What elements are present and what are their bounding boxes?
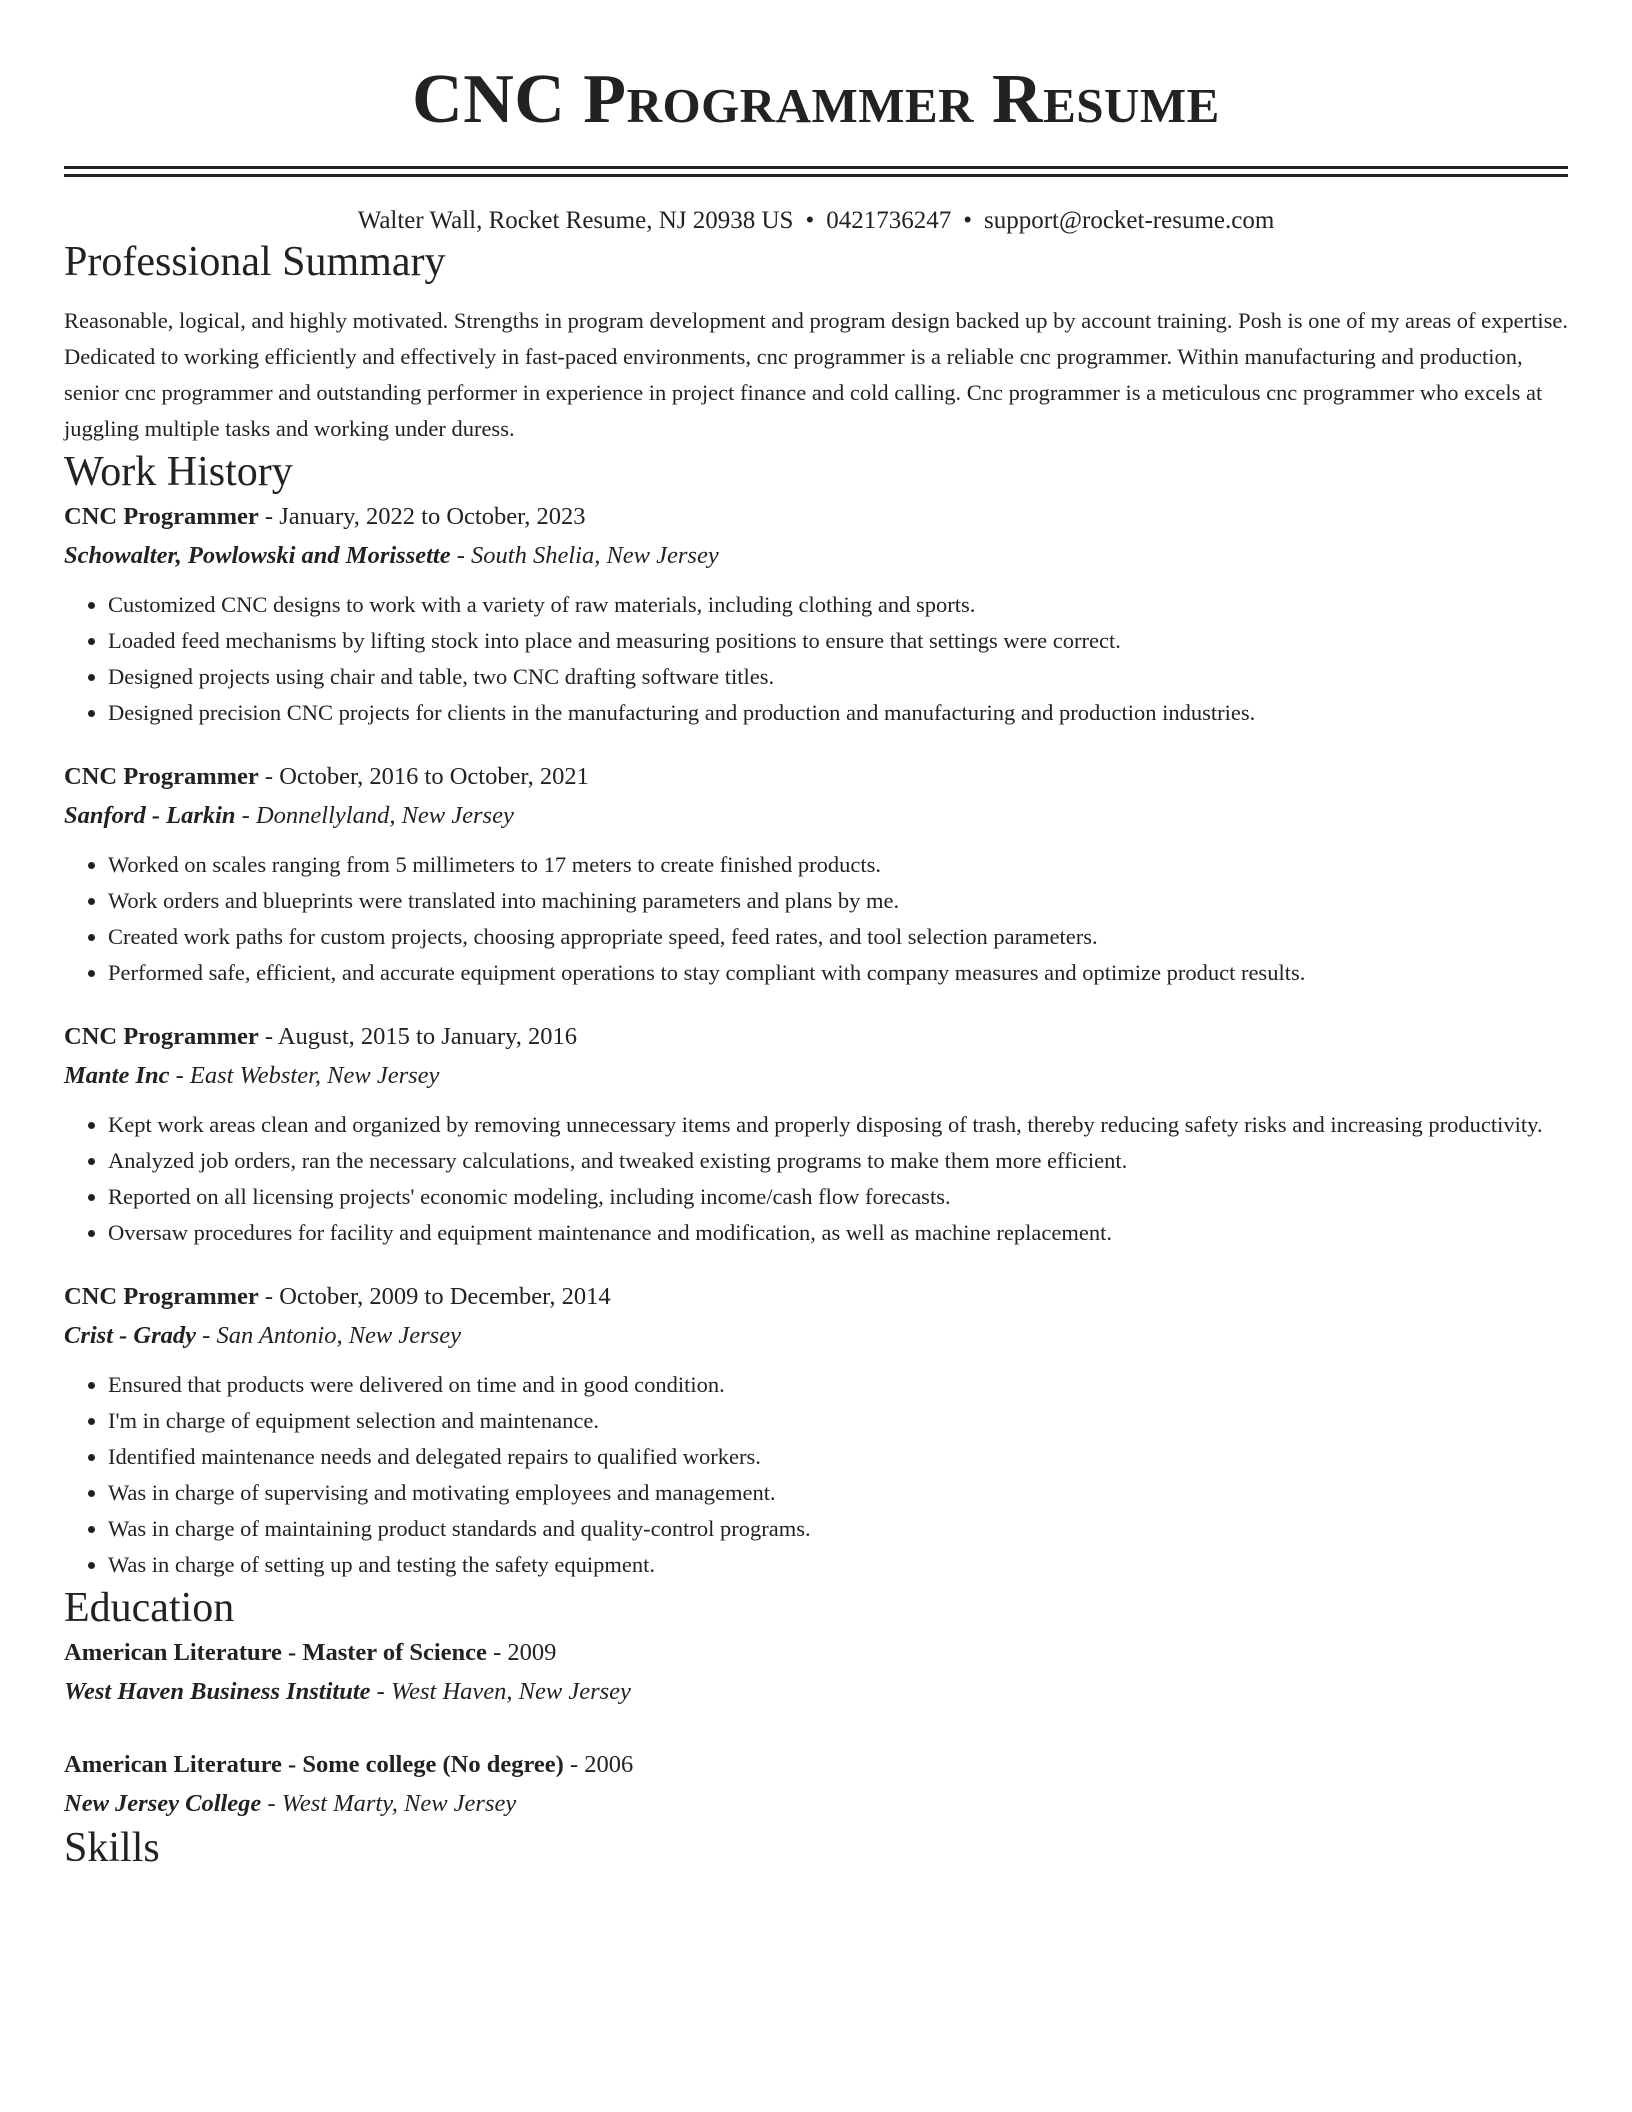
title-divider [64,166,1568,169]
job-title: CNC Programmer [64,763,259,790]
job-header [64,1017,1568,1057]
job-dates: - October, 2009 to December, 2014 [258,1283,611,1310]
job-location: - San Antonio, New Jersey [196,1322,461,1349]
job-title: CNC Programmer [64,503,259,530]
job-company-line [64,797,1568,835]
duty-item: • Was in charge of supervising and motivating employees and management. [108,1475,1568,1511]
duty-item: • Reported on all licensing projects' economic modeling, including income/cash flow forecasts. [108,1179,1568,1215]
duty-item: • Was in charge of setting up and testing the safety equipment. [108,1547,1568,1583]
education-school: New Jersey College [64,1790,262,1817]
duty-item: • Designed precision CNC projects for clients in the manufacturing and production and manufacturing and production industries. [108,695,1568,731]
duty-item: • Loaded feed mechanisms by lifting stock into place and measuring positions to ensure that settings were correct. [108,623,1568,659]
education-year: - 2006 [563,1751,634,1778]
duty-item: • Ensured that products were delivered on time and in good condition. [108,1367,1568,1403]
duty-item: • Performed safe, efficient, and accurate equipment operations to stay compliant with company measures and optimize product results. [108,955,1568,991]
job-entry [64,1277,1568,1583]
job-title: CNC Programmer [64,1023,259,1050]
education-header [64,1633,1568,1673]
duty-item: • Oversaw procedures for facility and equipment maintenance and modification, as well as machine replacement. [108,1215,1568,1251]
job-company-line [64,537,1568,575]
job-company: Schowalter, Powlowski and Morissette [64,542,451,569]
job-location: - South Shelia, New Jersey [450,542,719,569]
duty-item: • Customized CNC designs to work with a variety of raw materials, including clothing and sports. [108,587,1568,623]
summary-heading: Professional Summary [64,239,446,285]
job-duties [64,1367,1568,1583]
job-duties [64,587,1568,731]
education-degree: American Literature - Master of Science [64,1639,487,1666]
resume-page [64,0,1568,1873]
contact-email: support@rocket-resume.com [983,207,1275,234]
education-year: - 2009 [486,1639,557,1666]
contact-address: Walter Wall, Rocket Resume, NJ 20938 US [357,207,794,234]
job-duties [64,1107,1568,1251]
job-header [64,497,1568,537]
job-company-line [64,1057,1568,1095]
duty-item: • Work orders and blueprints were translated into machining parameters and plans by me. [108,883,1568,919]
duty-item: • Worked on scales ranging from 5 millimeters to 17 meters to create finished products. [108,847,1568,883]
education-heading: Education [64,1585,235,1631]
work-history-heading: Work History [64,449,293,495]
job-entry [64,1017,1568,1251]
job-dates: - October, 2016 to October, 2021 [258,763,589,790]
job-company: Crist - Grady [64,1322,197,1349]
education-location: - West Haven, New Jersey [370,1678,631,1705]
duty-item: • Designed projects using chair and table, two CNC drafting software titles. [108,659,1568,695]
skills-heading: Skills [64,1825,160,1871]
job-entry [64,497,1568,731]
duty-item: • I'm in charge of equipment selection and maintenance. [108,1403,1568,1439]
education-entry [64,1745,1568,1823]
job-company-line [64,1317,1568,1355]
education-school-line [64,1673,1568,1711]
job-location: - Donnellyland, New Jersey [235,802,514,829]
page-title: CNC Programmer Resume [412,61,1220,138]
duty-item: • Created work paths for custom projects, choosing appropriate speed, feed rates, and tool selection parameters. [108,919,1568,955]
summary-text: Reasonable, logical, and highly motivated. Strengths in program development and program design backed up by account training. Posh is one of my areas of expertise. Dedicated to working efficiently and effectively in fast-paced environments, cnc programmer is a reliable cnc programmer. Within manufacturing and production, senior cnc programmer and outstanding performer in experience in project finance and cold calling. Cnc programmer is a meticulous cnc programmer who excels at juggling multiple tasks and working under duress. [64,308,1568,441]
job-company: Mante Inc [64,1062,170,1089]
education-location: - West Marty, New Jersey [261,1790,517,1817]
education-school: West Haven Business Institute [64,1678,371,1705]
contact-line [64,205,1568,237]
job-header [64,757,1568,797]
education-header [64,1745,1568,1785]
job-dates: - August, 2015 to January, 2016 [258,1023,578,1050]
work-history-list [64,497,1568,1583]
duty-item: • Identified maintenance needs and delegated repairs to qualified workers. [108,1439,1568,1475]
education-school-line [64,1785,1568,1823]
job-entry [64,757,1568,991]
job-dates: - January, 2022 to October, 2023 [258,503,586,530]
job-duties [64,847,1568,991]
education-degree: American Literature - Some college (No degree) [64,1751,564,1778]
education-list [64,1633,1568,1823]
job-header [64,1277,1568,1317]
contact-phone: 0421736247 [826,207,952,234]
contact-separator: • [963,207,972,234]
education-entry [64,1633,1568,1711]
duty-item: • Analyzed job orders, ran the necessary calculations, and tweaked existing programs to make them more efficient. [108,1143,1568,1179]
contact-separator: • [805,207,815,234]
duty-item: • Was in charge of maintaining product standards and quality-control programs. [108,1511,1568,1547]
job-location: - East Webster, New Jersey [169,1062,440,1089]
duty-item: • Kept work areas clean and organized by removing unnecessary items and properly disposing of trash, thereby reducing safety risks and increasing productivity. [108,1107,1568,1143]
job-title: CNC Programmer [64,1283,259,1310]
job-company: Sanford - Larkin [64,802,236,829]
